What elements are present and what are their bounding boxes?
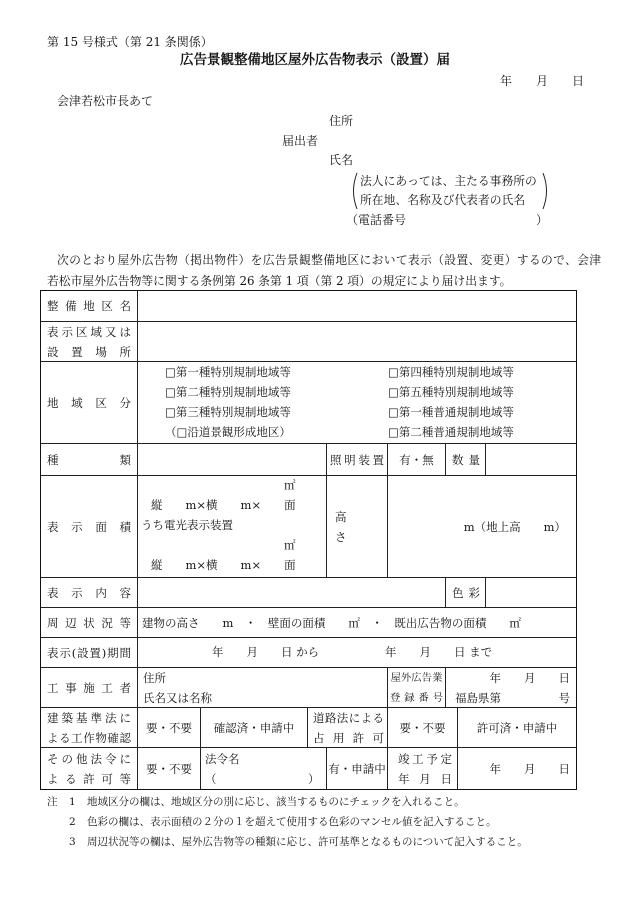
corporate-note (350, 172, 550, 210)
road-permit-label (308, 708, 388, 748)
law-name-label: 法令名 (205, 752, 240, 766)
lighting-label (327, 444, 388, 476)
label-text: 占 用 許 可 (313, 730, 384, 745)
zone-checkbox[interactable]: □第一種普通規制地域等 (388, 405, 514, 419)
label-text: 照明装置 (330, 452, 384, 467)
label-text: 表示(設置)期間 (47, 645, 131, 660)
form-number: 第 15 号様式（第 21 条関係） (47, 35, 213, 49)
note-text: 周辺状況等の欄は、屋外広告物等の種類に応じ、許可基準となるものについて記入すること。 (87, 836, 528, 848)
location-label (40, 322, 138, 362)
label-text: 表 示 内 容 (47, 585, 131, 600)
label-text: 竣工予定 (398, 751, 452, 766)
label-text: 道路法による (313, 710, 384, 725)
area-field[interactable] (138, 476, 327, 578)
label-text: 表示区域又は (47, 324, 131, 339)
applicant-address-label: 住所 (329, 114, 354, 128)
label-text: よる工作物確認 (47, 730, 131, 745)
district-name-field[interactable] (138, 290, 577, 322)
registration-label (388, 668, 446, 708)
completion-label (388, 748, 458, 790)
building-confirmation-status[interactable]: 確認済・申請中 (201, 708, 308, 748)
label-text: 周 辺 状 況 等 (47, 615, 131, 630)
period-label (40, 638, 138, 668)
notes-prefix: 注 (47, 796, 58, 808)
district-name-label (40, 290, 138, 322)
registration-field[interactable] (446, 668, 577, 708)
type-label (40, 444, 138, 476)
quantity-label (446, 444, 486, 476)
completion-date: 年 月 日 (489, 761, 570, 776)
label-text: 高 さ (335, 509, 370, 544)
other-permits-status[interactable]: 有・申請中 (327, 748, 388, 790)
building-confirmation-required[interactable]: 要・不要 (138, 708, 201, 748)
corporate-note-line-1: 法人にあっては、主たる事務所の (360, 174, 537, 188)
submission-date: 年 月 日 (500, 74, 585, 88)
applicant-role-label: 届出者 (282, 134, 319, 148)
height-value: m（地上高 m） (463, 519, 566, 534)
addressee: 会津若松市長あて (57, 94, 154, 108)
surroundings-value: 建物の高さ m ・ 壁面の面積 ㎡ ・ 既出広告物の面積 ㎡ (142, 615, 521, 630)
content-label (40, 578, 138, 608)
registration-number: 福島県第 号 (455, 690, 570, 705)
period-from: 年 月 日 から (212, 645, 320, 659)
zone-options (138, 362, 577, 444)
electronic-area-unit: ㎡ (284, 538, 296, 552)
law-name-paren-close: ） (308, 772, 320, 786)
other-permits-label (40, 748, 138, 790)
phone-label: （電話番号 (346, 213, 407, 227)
zone-checkbox[interactable]: □第五種特別規制地域等 (388, 385, 514, 399)
color-field[interactable] (486, 578, 577, 608)
note-number: 3 (69, 836, 76, 848)
label-text: 種 類 (47, 452, 131, 467)
building-confirmation-label (40, 708, 138, 748)
contractor-address-label: 住所 (143, 670, 166, 685)
note-text: 地域区分の欄は、地域区分の別に応じ、該当するものにチェックを入れること。 (87, 796, 465, 808)
zone-checkbox[interactable]: □第三種特別規制地域等 (165, 405, 291, 419)
area-dimensions: 縦 m×横 m× 面 (151, 498, 296, 512)
law-name-paren-open: （ (205, 772, 217, 786)
contractor-label (40, 668, 138, 708)
label-text: 年 月 日 (398, 771, 452, 786)
label-text: 屋外広告業 (390, 671, 443, 684)
label-text: よる許可等 (47, 771, 131, 786)
zone-label (40, 362, 138, 444)
quantity-field[interactable] (486, 444, 577, 476)
label-text: 地 域 区 分 (47, 395, 131, 410)
road-permit-status[interactable]: 許可済・申請中 (458, 708, 577, 748)
location-field[interactable] (138, 322, 577, 362)
contractor-name-label: 氏名又は名称 (143, 690, 212, 705)
label-text: 設 置 場 所 (47, 344, 131, 359)
note-number: 2 (69, 816, 76, 828)
notice-line-1: 次のとおり屋外広告物（掲出物件）を広告景観整備地区において表示（設置、変更）するので、会津 (57, 253, 601, 267)
type-field[interactable] (138, 444, 327, 476)
period-field[interactable] (138, 638, 577, 668)
notice-line-2: 若松市屋外広告物等に関する条例第 26 条第 1 項（第 2 項）の規定により届け出ます。 (47, 274, 512, 288)
zone-checkbox[interactable]: □第四種特別規制地域等 (388, 365, 514, 379)
label-text: 整 備 地 区 名 (47, 298, 131, 313)
height-field[interactable] (388, 476, 577, 578)
area-label (40, 476, 138, 578)
note-number: 1 (69, 796, 76, 808)
other-permits-required[interactable]: 要・不要 (138, 748, 201, 790)
electronic-display-label: うち電光表示装置 (141, 518, 233, 532)
phone-close: ） (536, 213, 549, 227)
label-text: 数 量 (452, 452, 480, 467)
electronic-area-dimensions: 縦 m×横 m× 面 (151, 558, 296, 572)
label-text: 工 事 施 工 者 (47, 680, 131, 695)
right-bracket-icon (542, 172, 550, 210)
zone-checkbox[interactable]: （□沿道景観形成地区） (165, 425, 291, 439)
corporate-note-line-2: 所在地、名称及び代表者の氏名 (360, 193, 526, 207)
surroundings-field[interactable] (138, 608, 577, 638)
area-unit: ㎡ (284, 478, 296, 492)
zone-checkbox[interactable]: □第二種普通規制地域等 (388, 425, 514, 439)
color-label (446, 578, 486, 608)
road-permit-required[interactable]: 要・不要 (388, 708, 458, 748)
surroundings-label (40, 608, 138, 638)
lighting-options[interactable]: 有・無 (388, 444, 446, 476)
label-text: 建築基準法に (47, 710, 131, 725)
completion-date-field[interactable] (458, 748, 577, 790)
law-name-field[interactable] (201, 748, 327, 790)
left-bracket-icon (350, 172, 358, 210)
zone-checkbox[interactable]: □第一種特別規制地域等 (165, 365, 291, 379)
form-title: 広告景観整備地区屋外広告物表示（設置）届 (180, 52, 450, 68)
applicant-name-label: 氏名 (329, 153, 354, 167)
registration-date: 年 月 日 (489, 670, 570, 685)
content-field[interactable] (138, 578, 446, 608)
label-text: 表 示 面 積 (47, 519, 131, 534)
contractor-field[interactable] (138, 668, 388, 708)
note-text: 色彩の欄は、表示面積の２分の１を超えて使用する色彩のマンセル値を記入すること。 (87, 816, 497, 828)
period-to: 年 月 日 まで (385, 645, 493, 659)
application-table (40, 290, 577, 790)
zone-checkbox[interactable]: □第二種特別規制地域等 (165, 385, 291, 399)
height-label (327, 476, 388, 578)
label-text: 登 録 番 号 (390, 691, 443, 704)
label-text: その他法令に (47, 751, 131, 766)
label-text: 色 彩 (452, 585, 480, 600)
